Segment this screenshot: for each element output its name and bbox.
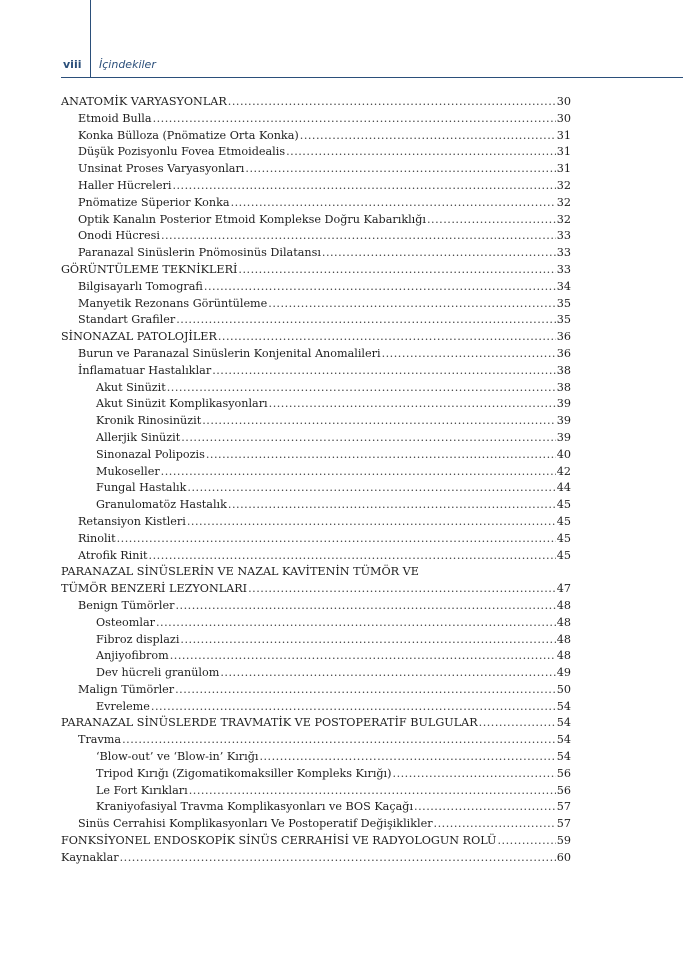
- toc-entry-page: 48: [556, 649, 571, 663]
- toc-dot-leader: [245, 161, 555, 178]
- toc-dot-leader: [167, 380, 556, 397]
- toc-dot-leader: [286, 144, 556, 161]
- toc-entry-title: Mukoseller: [96, 464, 160, 478]
- header-vertical-rule: [90, 0, 91, 77]
- toc-entry[interactable]: [61, 514, 571, 531]
- toc-entry[interactable]: [61, 380, 571, 397]
- toc-entry[interactable]: [61, 279, 571, 296]
- toc-entry-page: 54: [556, 733, 571, 747]
- page-number: viii: [63, 58, 82, 71]
- toc-entry-title: Kraniyofasiyal Travma Komplikasyonları ve BOS Kaçağı: [96, 800, 414, 814]
- toc-entry-page: 32: [556, 212, 571, 226]
- toc-entry[interactable]: [61, 715, 571, 732]
- toc-entry[interactable]: [61, 413, 571, 430]
- toc-entry[interactable]: [61, 262, 571, 279]
- toc-entry-page: 45: [556, 498, 571, 512]
- toc-entry[interactable]: [61, 312, 571, 329]
- toc-entry-page: 39: [556, 414, 571, 428]
- toc-entry-page: 44: [556, 481, 571, 495]
- toc-entry-title: Bilgisayarlı Tomografi: [78, 279, 203, 293]
- toc-entry-page: 33: [556, 229, 571, 243]
- toc-entry-title: Etmoid Bulla: [78, 111, 152, 125]
- toc-entry[interactable]: [61, 531, 571, 548]
- toc-dot-leader: [268, 296, 555, 313]
- toc-entry-title: İnflamatuar Hastalıklar: [78, 363, 212, 377]
- toc-entry-title: Konka Bülloza (Pnömatize Orta Konka): [78, 128, 299, 142]
- toc-entry-title: Akut Sinüzit Komplikasyonları: [96, 397, 268, 411]
- toc-dot-leader: [156, 615, 556, 632]
- toc-entry-page: 50: [556, 682, 571, 696]
- toc-entry[interactable]: [61, 228, 571, 245]
- toc-entry-title: Malign Tümörler: [78, 682, 175, 696]
- toc-entry[interactable]: [61, 564, 571, 581]
- toc-entry-title: Kaynaklar: [61, 850, 119, 864]
- toc-entry[interactable]: [61, 144, 571, 161]
- toc-dot-leader: [322, 245, 556, 262]
- toc-entry-page: 57: [556, 817, 571, 831]
- toc-entry-title: Unsinat Proses Varyasyonları: [78, 162, 245, 176]
- toc-entry-title: Anjiyofibrom: [96, 649, 169, 663]
- toc-dot-leader: [206, 447, 556, 464]
- table-of-contents: [61, 94, 571, 867]
- toc-dot-leader: [228, 94, 556, 111]
- toc-entry[interactable]: [61, 296, 571, 313]
- toc-entry-title: Onodi Hücresi: [78, 229, 160, 243]
- toc-entry[interactable]: [61, 648, 571, 665]
- toc-dot-leader: [218, 329, 556, 346]
- toc-entry-title: Atrofik Rinit: [78, 548, 148, 562]
- toc-entry-page: 48: [556, 598, 571, 612]
- toc-entry-title: ‘Blow-out’ ve ‘Blow-in’ Kırığı: [96, 750, 259, 764]
- toc-entry-page: 40: [556, 447, 571, 461]
- toc-dot-leader: [393, 766, 556, 783]
- toc-dot-leader: [176, 312, 556, 329]
- toc-entry-title: Sinüs Cerrahisi Komplikasyonları Ve Postoperatif Değişiklikler: [78, 817, 433, 831]
- toc-entry[interactable]: [61, 799, 571, 816]
- toc-entry-title: Fungal Hastalık: [96, 481, 187, 495]
- toc-entry-page: 45: [556, 514, 571, 528]
- toc-dot-leader: [170, 648, 556, 665]
- toc-entry-page: 32: [556, 195, 571, 209]
- toc-entry-title: GÖRÜNTÜLEME TEKNİKLERİ: [61, 262, 238, 276]
- toc-dot-leader: [153, 111, 556, 128]
- toc-dot-leader: [149, 548, 556, 565]
- toc-entry[interactable]: [61, 581, 571, 598]
- toc-entry-page: 39: [556, 397, 571, 411]
- toc-entry-page: 57: [556, 800, 571, 814]
- toc-entry[interactable]: [61, 178, 571, 195]
- toc-entry-page: 31: [556, 145, 571, 159]
- toc-entry[interactable]: [61, 464, 571, 481]
- toc-dot-leader: [220, 665, 555, 682]
- toc-entry-title: PARANAZAL SİNÜSLERİN VE NAZAL KAVİTENİN TÜMÖR VE: [61, 565, 419, 579]
- toc-entry[interactable]: [61, 497, 571, 514]
- toc-dot-leader: [238, 262, 555, 279]
- toc-entry-title: Paranazal Sinüslerin Pnömosinüs Dilatansı: [78, 246, 321, 260]
- toc-entry-title: Osteomlar: [96, 615, 155, 629]
- toc-dot-leader: [187, 514, 556, 531]
- toc-dot-leader: [498, 833, 556, 850]
- toc-entry[interactable]: [61, 833, 571, 850]
- toc-entry-title: Evreleme: [96, 699, 150, 713]
- toc-dot-leader: [175, 682, 556, 699]
- toc-entry-page: 34: [556, 279, 571, 293]
- toc-dot-leader: [248, 581, 556, 598]
- toc-entry-page: 54: [556, 716, 571, 730]
- toc-entry-title: SİNONAZAL PATOLOJİLER: [61, 330, 217, 344]
- toc-dot-leader: [161, 228, 556, 245]
- toc-entry-title: Benign Tümörler: [78, 598, 175, 612]
- toc-entry-page: 54: [556, 699, 571, 713]
- toc-entry-title: Düşük Pozisyonlu Fovea Etmoidealis: [78, 145, 286, 159]
- toc-entry-title: Travma: [78, 733, 122, 747]
- toc-entry-page: 31: [556, 162, 571, 176]
- toc-dot-leader: [259, 749, 555, 766]
- toc-entry[interactable]: [61, 111, 571, 128]
- toc-entry-page: 47: [556, 582, 571, 596]
- toc-dot-leader: [189, 783, 556, 800]
- toc-entry-page: 56: [556, 766, 571, 780]
- toc-dot-leader: [120, 850, 556, 867]
- toc-dot-leader: [175, 598, 555, 615]
- toc-entry-title: TÜMÖR BENZERİ LEZYONLARI: [61, 582, 248, 596]
- toc-entry-title: Manyetik Rezonans Görüntüleme: [78, 296, 268, 310]
- toc-entry-title: Burun ve Paranazal Sinüslerin Konjenital Anomalileri: [78, 346, 381, 360]
- toc-entry-page: 38: [556, 380, 571, 394]
- toc-dot-leader: [187, 480, 555, 497]
- toc-entry[interactable]: [61, 598, 571, 615]
- toc-entry-title: Dev hücreli granülom: [96, 666, 220, 680]
- toc-entry[interactable]: [61, 732, 571, 749]
- toc-entry[interactable]: [61, 783, 571, 800]
- toc-entry-page: 49: [556, 666, 571, 680]
- toc-entry-page: 31: [556, 128, 571, 142]
- toc-dot-leader: [382, 346, 556, 363]
- toc-entry-title: Granulomatöz Hastalık: [96, 498, 227, 512]
- toc-dot-leader: [180, 632, 555, 649]
- toc-entry-title: Standart Grafiler: [78, 313, 176, 327]
- toc-entry[interactable]: [61, 548, 571, 565]
- toc-entry[interactable]: [61, 850, 571, 867]
- toc-entry-title: Allerjik Sinüzit: [96, 430, 181, 444]
- toc-dot-leader: [204, 279, 556, 296]
- toc-entry-title: Retansiyon Kistleri: [78, 514, 186, 528]
- toc-entry[interactable]: [61, 94, 571, 111]
- toc-entry-page: 30: [556, 95, 571, 108]
- toc-entry[interactable]: [61, 346, 571, 363]
- running-header-title: İçindekiler: [99, 58, 156, 71]
- toc-entry[interactable]: [61, 682, 571, 699]
- toc-entry-title: Fibroz displazi: [96, 632, 180, 646]
- toc-entry-title: Le Fort Kırıkları: [96, 783, 188, 797]
- toc-entry-title: Tripod Kırığı (Zigomatikomaksiller Kompleks Kırığı): [96, 766, 392, 780]
- toc-dot-leader: [151, 699, 556, 716]
- toc-dot-leader: [228, 497, 556, 514]
- toc-dot-leader: [122, 732, 556, 749]
- toc-entry-title: Akut Sinüzit: [96, 380, 166, 394]
- toc-entry-title: Kronik Rinosinüzit: [96, 414, 202, 428]
- toc-entry-page: 48: [556, 632, 571, 646]
- toc-entry[interactable]: [61, 195, 571, 212]
- toc-entry[interactable]: [61, 161, 571, 178]
- toc-entry[interactable]: [61, 699, 571, 716]
- toc-entry[interactable]: [61, 212, 571, 229]
- toc-dot-leader: [212, 363, 556, 380]
- toc-entry-page: 45: [556, 548, 571, 562]
- toc-entry[interactable]: [61, 632, 571, 649]
- toc-dot-leader: [434, 816, 556, 833]
- toc-entry[interactable]: [61, 749, 571, 766]
- toc-dot-leader: [427, 212, 556, 229]
- toc-entry-page: 42: [556, 464, 571, 478]
- toc-dot-leader: [202, 413, 556, 430]
- toc-entry[interactable]: [61, 128, 571, 145]
- toc-entry[interactable]: [61, 245, 571, 262]
- toc-entry-page: 56: [556, 783, 571, 797]
- toc-entry-page: 33: [556, 262, 571, 276]
- toc-entry[interactable]: [61, 766, 571, 783]
- toc-dot-leader: [269, 396, 556, 413]
- toc-dot-leader: [231, 195, 556, 212]
- toc-entry-page: 35: [556, 296, 571, 310]
- toc-entry-page: 39: [556, 430, 571, 444]
- toc-entry-title: Rinolit: [78, 531, 116, 545]
- toc-dot-leader: [181, 430, 556, 447]
- toc-entry-page: 48: [556, 615, 571, 629]
- toc-entry[interactable]: [61, 363, 571, 380]
- toc-entry[interactable]: [61, 447, 571, 464]
- toc-entry[interactable]: [61, 665, 571, 682]
- toc-entry-page: 54: [556, 750, 571, 764]
- toc-dot-leader: [300, 128, 556, 145]
- toc-entry[interactable]: [61, 430, 571, 447]
- toc-dot-leader: [479, 715, 556, 732]
- toc-dot-leader: [172, 178, 555, 195]
- toc-entry[interactable]: [61, 816, 571, 833]
- toc-dot-leader: [117, 531, 556, 548]
- toc-entry-title: PARANAZAL SİNÜSLERDE TRAVMATİK VE POSTOPERATİF BULGULAR: [61, 716, 478, 730]
- header-horizontal-rule: [61, 77, 683, 78]
- toc-entry-page: 35: [556, 313, 571, 327]
- toc-entry-title: Sinonazal Polipozis: [96, 447, 205, 461]
- toc-entry-page: 32: [556, 178, 571, 192]
- toc-entry-page: 30: [556, 111, 571, 125]
- toc-entry-page: 36: [556, 346, 571, 360]
- toc-entry-page: 45: [556, 531, 571, 545]
- toc-entry-title: FONKSİYONEL ENDOSKOPİK SİNÜS CERRAHİSİ VE RADYOLOGUN ROLÜ: [61, 834, 497, 848]
- toc-entry-page: 36: [556, 330, 571, 344]
- toc-entry[interactable]: [61, 615, 571, 632]
- toc-entry-page: 33: [556, 246, 571, 260]
- toc-entry-title: Pnömatize Süperior Konka: [78, 195, 230, 209]
- toc-dot-leader: [414, 799, 556, 816]
- toc-entry-title: ANATOMİK VARYASYONLAR: [61, 95, 227, 108]
- toc-entry-title: Optik Kanalın Posterior Etmoid Komplekse Doğru Kabarıklığı: [78, 212, 426, 226]
- toc-entry[interactable]: [61, 480, 571, 497]
- toc-entry-page: 59: [556, 834, 571, 848]
- toc-entry-title: Haller Hücreleri: [78, 178, 172, 192]
- toc-dot-leader: [161, 464, 556, 481]
- toc-entry[interactable]: [61, 329, 571, 346]
- toc-entry[interactable]: [61, 396, 571, 413]
- toc-entry-page: 38: [556, 363, 571, 377]
- toc-entry-page: 60: [556, 850, 571, 864]
